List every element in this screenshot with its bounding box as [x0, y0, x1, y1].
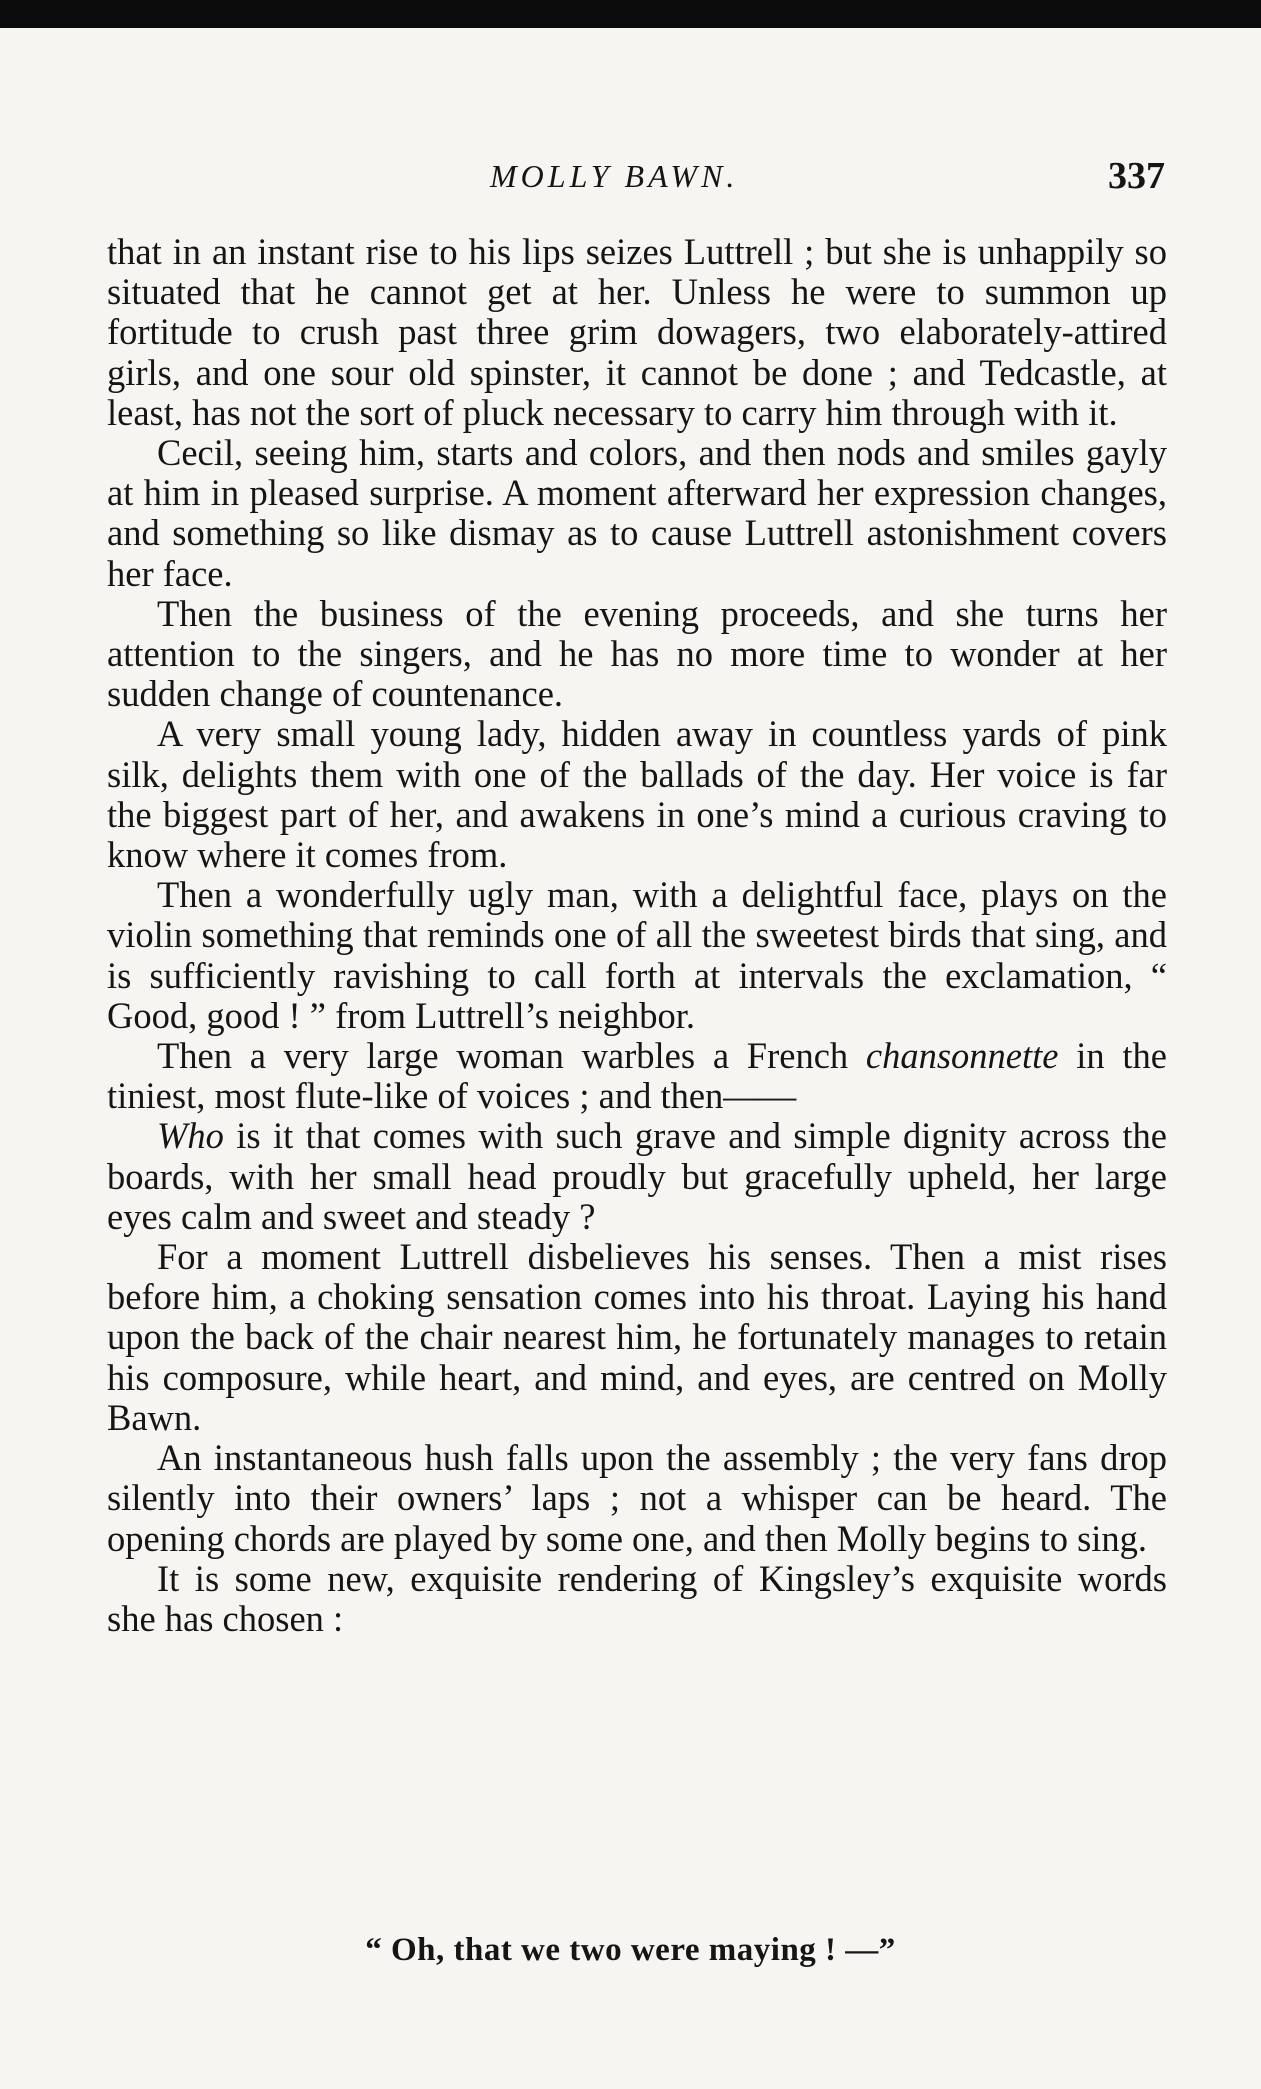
- paragraph-text: in the tiniest, most flute-like of voices ; and then——: [107, 1035, 1167, 1117]
- paragraph-continued: that in an instant rise to his lips seizes Luttrell ; but she is unhappily so situated that he cannot get at her. Unless he were to summon up fortitude to crush past three grim dowagers, two elaborately-attired girls, and one sour old spinster, it cannot be done ; and Tedcastle, at least, has not the sort of pluck necessary to carry him through with it.: [107, 231, 1167, 433]
- paragraph: An instantaneous hush falls upon the assembly ; the very fans drop silently into their owners’ laps ; not a whisper can be heard. The opening chords are played by some one, and then Molly begins to sing.: [107, 1437, 1167, 1559]
- paragraph: Then a wonderfully ugly man, with a delightful face, plays on the violin something that reminds one of all the sweetest birds that sing, and is sufficiently ravishing to call forth at intervals the exclamation, “ Good, good ! ” from Luttrell’s neighbor.: [107, 874, 1167, 1036]
- paragraph-text: is it that comes with such grave and simple dignity across the boards, with her small head proudly but gracefully upheld, her large eyes calm and sweet and steady ?: [107, 1115, 1167, 1237]
- verse-quote: “ Oh, that we two were maying ! —”: [365, 1932, 896, 1968]
- paragraph: [107, 1116, 1167, 1237]
- paragraph: [107, 1036, 1167, 1116]
- page-header: [0, 155, 1261, 208]
- paragraph-text: Then a very large woman warbles a French: [157, 1035, 866, 1077]
- paragraph: Then the business of the evening proceeds, and she turns her attention to the singers, and he has no more time to wonder at her sudden change of countenance.: [107, 592, 1167, 715]
- italic-word: chansonnette: [865, 1035, 1059, 1077]
- running-title: MOLLY BAWN.: [490, 158, 739, 194]
- top-border-rule: [0, 0, 1261, 28]
- paragraph: For a moment Luttrell disbelieves his senses. Then a mist rises before him, a choking sensation comes into his throat. Laying his hand upon the back of the chair nearest him, he fortunately manages to retain his composure, while heart, and mind, and eyes, are centred on Molly Bawn.: [107, 1236, 1167, 1438]
- page-number: 337: [1108, 155, 1165, 197]
- paragraph: It is some new, exquisite rendering of Kingsley’s exquisite words she has chosen :: [107, 1557, 1167, 1639]
- italic-word: Who: [157, 1115, 224, 1157]
- body-text: [107, 232, 1167, 1639]
- paragraph: Cecil, seeing him, starts and colors, and then nods and smiles gayly at him in pleased surprise. A moment afterward her expression changes, and something so like dismay as to cause Luttrell astonishment covers her face.: [107, 432, 1167, 594]
- paragraph: A very small young lady, hidden away in countless yards of pink silk, delights them with one of the ballads of the day. Her voice is far the biggest part of her, and awakens in one’s mind a curious craving to know where it comes from.: [107, 713, 1167, 876]
